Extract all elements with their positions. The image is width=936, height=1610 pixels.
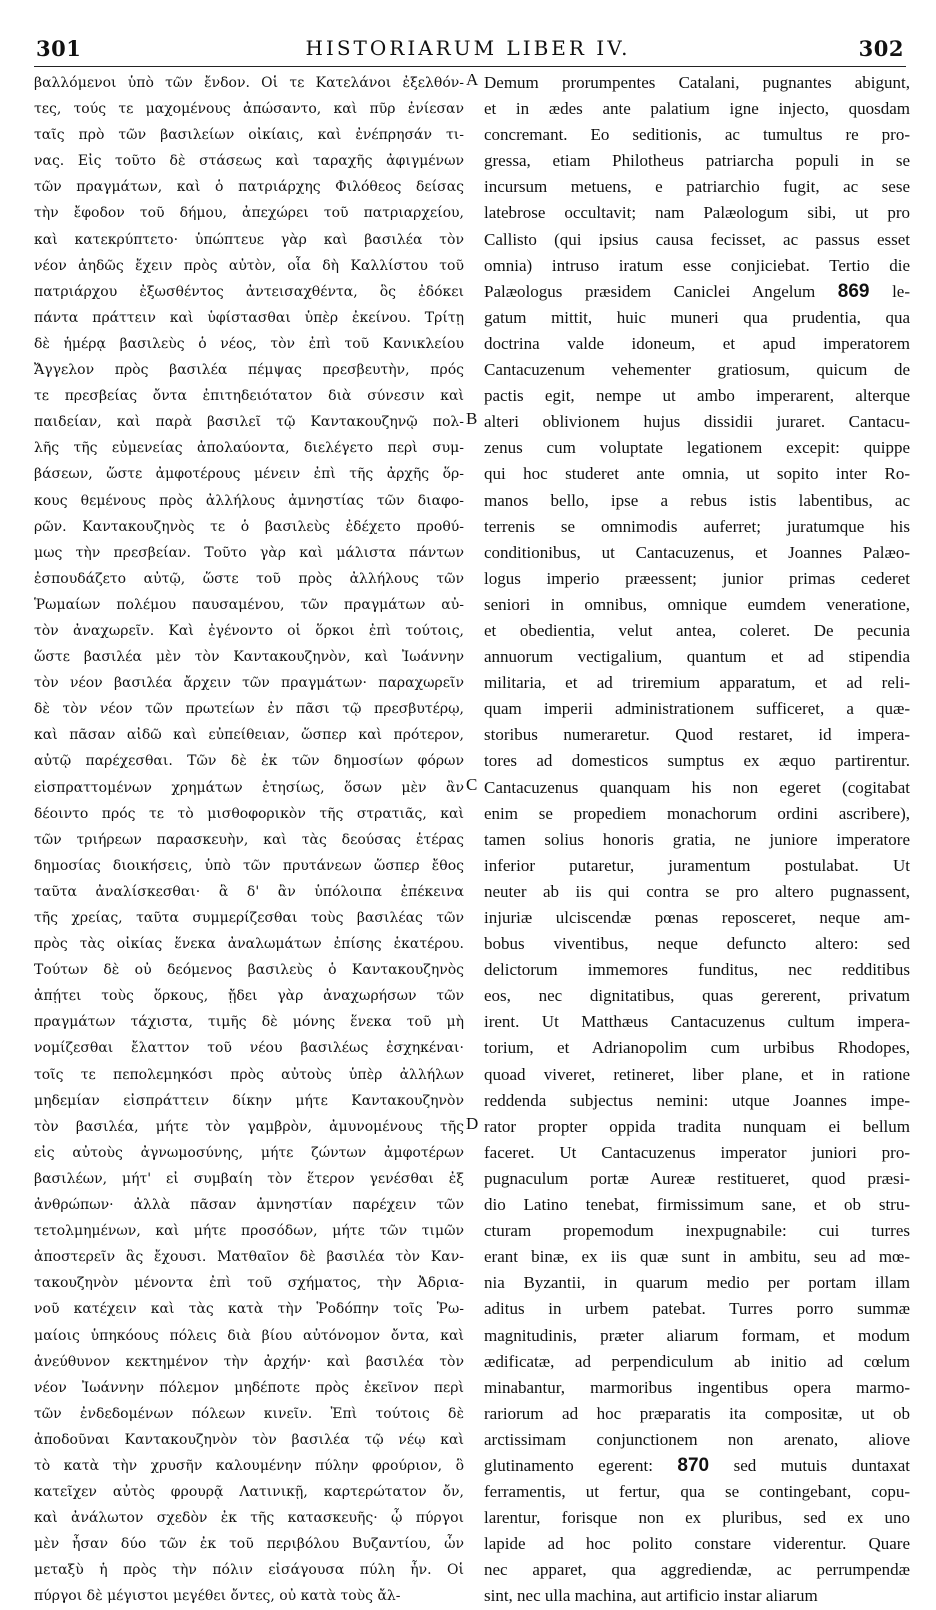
latin-text-line: rator propter oppida tradita nunquam ei bellum: [484, 1116, 910, 1136]
running-header: [30, 36, 906, 66]
greek-text-line: τὸν βασιλέα, μήτε τὸν γαμβρὸν, ἀμυνομένους τῆς: [34, 1118, 464, 1135]
latin-text-line: Palæologus præsidem Caniclei Angelum 869 le-: [484, 280, 910, 302]
greek-text-line: δὲ ἡμέρᾳ βασιλεὺς ὁ νέος, τὸν ἐπὶ τοῦ Κανικλείου: [34, 335, 464, 352]
greek-text-line: τῶν τριήρεων παρασκευὴν, καὶ τὰς δεούσας ἑτέρας: [34, 831, 464, 848]
latin-text-line: alteri oblivionem hujus dissidii juraret. Cantacu-: [484, 412, 910, 432]
latin-text-line: Cantacuzenum vehementer gratiosum, quicum de: [484, 360, 910, 380]
header-rule: [34, 66, 906, 67]
greek-text-line: μως τὴν πρεσβείαν. Τοῦτο γὰρ καὶ μάλιστα πάντων: [34, 544, 464, 561]
greek-text-line: βάσεων, ὥστε ἀμφοτέρους μένειν ἐπὶ τῆς ἀρχῆς ὅρ-: [34, 466, 464, 483]
greek-text-line: δὲ τὸν νέον τῶν πρωτείων ἐν πᾶσι τῷ πρεσβυτέρῳ,: [34, 701, 464, 718]
page-number-right: 302: [858, 36, 904, 61]
latin-text-line: Demum prorumpentes Catalani, pugnantes abigunt,: [484, 73, 910, 92]
latin-text-line: bobus viventibus, neque defuncto altero: sed: [484, 934, 910, 954]
greek-text-line: καὶ πᾶσαν αἰδῶ καὶ εὐπείθειαν, ὥσπερ καὶ πρότερον,: [34, 727, 464, 744]
latin-text-line: nec apparet, qua aggrediendæ, ac perrumpendæ: [484, 1560, 910, 1580]
folio-reference: 870: [677, 1454, 710, 1476]
greek-text-line: Ῥωμαίων πολέμου παυσαμένου, τῶν πραγμάτων αὐ-: [34, 596, 464, 613]
latin-text-line: rariorum ad hoc præparatis ita compositæ, ut ob: [484, 1403, 910, 1423]
latin-text-line: latebrose occultavit; nam Palæologum sibi, ut pro: [484, 203, 910, 223]
greek-text-line: Τούτων δὲ οὐ δεόμενος βασιλεὺς ὁ Καντακουζηνὸς: [34, 962, 464, 979]
latin-text-line: militaria, et ad triremium apparatum, et ad reli-: [484, 673, 910, 693]
greek-text-line: πατριάρχου ἐξωσθέντος ἀντεισαχθέντα, ὃς ἐδόκει: [34, 283, 464, 300]
greek-text-line: βαλλόμενοι ὑπὸ τῶν ἔνδον. Οἱ τε Κατελάνοι ἐξελθόν-: [34, 75, 464, 91]
latin-text-line: incursum metuens, e patriarchio fugit, ac sese: [484, 177, 910, 197]
latin-text-line: faceret. Ut Cantacuzenus imperator juniori pro-: [484, 1142, 910, 1162]
greek-text-line: εἰς αὐτοὺς ἀγνωμοσύνης, μήτε ζώντων ἀμφοτέρων: [34, 1144, 464, 1161]
latin-text-line: neuter ab iis qui contra se pro altero pugnassent,: [484, 881, 910, 901]
greek-text-line: ταῖς πρὸ τῶν βασιλείων οἰκίαις, καὶ ἐνέπρησάν τι-: [34, 127, 464, 144]
greek-text-line: μαίοις ὑπηκόους πόλεις διὰ βίου αὐτόνομον ὄντα, καὶ: [34, 1327, 464, 1344]
greek-text-line: ἀποστερεῖν ἃς ἔχουσι. Ματθαῖον δὲ βασιλέα τὸν Καν-: [34, 1249, 464, 1266]
greek-text-line: δημοσίας διοικήσεις, ὑπὸ τῶν πρυτάνεων ὥσπερ ἔθος: [34, 857, 464, 874]
greek-text-line: ἀνθρώπων· ἀλλὰ πᾶσαν ἀμνηστίαν παρέχειν τῶν: [34, 1197, 464, 1214]
latin-text-line: et obedientia, velut antea, coleret. De pecunia: [484, 620, 910, 640]
margin-letter-b: B: [466, 409, 478, 428]
latin-text-line: zenus cum voluptate legationem excepit: quippe: [484, 438, 910, 458]
folio-reference: 869: [837, 280, 870, 302]
latin-text-line: lapide ad hoc polito constare viderentur. Quare: [484, 1534, 910, 1554]
greek-text-line: λῆς τῆς εὐμενείας ἀπολαύοντα, διελέγετο περὶ συμ-: [34, 440, 464, 457]
latin-text-line: manos bello, ipse a rebus istis labentibus, ac: [484, 490, 910, 510]
greek-text-line: καὶ ἀνάλωτον σχεδὸν ἐκ τῆς κατασκευῆς· ᾧ πύργοι: [34, 1510, 464, 1527]
greek-text-line: εἰσπραττομένων χρημάτων ἐτησίως, ὅσων μὲν ἂν: [34, 779, 464, 796]
greek-text-line: ἀνεύθυνον κεκτημένον τὴν ἀρχήν· καὶ βασιλέα τὸν: [34, 1353, 464, 1370]
latin-text-line: et in ædes ante palatium igne injecto, quosdam: [484, 99, 910, 119]
greek-text-column: [34, 70, 464, 1610]
greek-text-line: τῆς χρείας, ταῦτα συμμερίζεσθαι τοὺς βασιλέας τῶν: [34, 910, 464, 926]
greek-text-line: μηδεμίαν εἰσπράττειν δίκην μήτε Καντακουζηνὸν: [34, 1092, 464, 1109]
latin-text-line: omnia) intruso iratum esse conjiciebat. Tertio die: [484, 255, 910, 275]
running-title: HISTORIARUM LIBER IV.: [305, 36, 631, 60]
margin-letter-c: C: [466, 775, 478, 794]
greek-text-line: μὲν ἦσαν δύο τῶν ἐκ τοῦ περιβόλου Βυζαντίου, ὧν: [34, 1536, 464, 1553]
greek-text-line: τοῖς τε πεπολεμηκόσι πρὸς αὐτοὺς ὑπὲρ ἀλλήλων: [34, 1066, 464, 1083]
greek-text-line: κους θεμένους πρὸς ἀλλήλους ἀμνηστίας τῶν διαφο-: [34, 492, 464, 509]
latin-text-line: magnitudinis, præter aliarum formam, et modum: [484, 1325, 910, 1345]
latin-text-line: seniori in omnibus, omnique eumdem veneratione,: [484, 594, 910, 614]
margin-letter-d: D: [466, 1114, 479, 1133]
latin-text-line: irent. Ut Matthæus Cantacuzenus cultum impera-: [484, 1012, 910, 1032]
page-number-left: 301: [36, 36, 82, 61]
latin-text-line: conditionibus, ut Cantacuzenus, et Joannes Palæo-: [484, 542, 910, 562]
greek-text-line: τὸν νέον βασιλέα ἄρχειν τῶν πραγμάτων· παραχωρεῖν: [34, 675, 464, 692]
greek-text-line: ἐσπουδάζετο αὐτῷ, ὥστε τοῦ πρὸς ἀλλήλους τῶν: [34, 570, 464, 587]
greek-text-line: καὶ κατεκρύπτετο· ὑπώπτευε γὰρ καὶ βασιλέα τὸν: [34, 231, 464, 248]
latin-text-line: enim se propediem monachorum ordini ascribere),: [484, 803, 910, 823]
latin-text-line: sint, nec ulla machina, aut artificio instar aliarum: [484, 1586, 818, 1606]
latin-text-line: tores ad domesticos sumptus ex æquo partirentur.: [484, 751, 910, 771]
latin-text-line: doctrina valde idoneum, et apud imperatorem: [484, 333, 910, 353]
greek-text-line: τες, τούς τε μαχομένους ἀπώσαντο, καὶ πῦρ ἐνίεσαν: [34, 101, 464, 118]
latin-text-line: nia Byzantii, in quarum medio per portam illam: [484, 1273, 910, 1293]
latin-text-line: aditus in urbem patebat. Turres porro summæ: [484, 1299, 910, 1319]
latin-text-line: inferior putaretur, juramentum postulabat. Ut: [484, 855, 910, 875]
latin-text-line: cturam propemodum inexpugnabile: cui turres: [484, 1221, 910, 1241]
latin-text-line: logus imperio præessent; junior primas cederet: [484, 568, 910, 588]
greek-text-line: ταῦτα ἀναλίσκεσθαι· ἃ δ' ἂν ὑπόλοιπα ἐπέκεινα: [34, 883, 464, 900]
latin-text-line: terrenis se omnimodis auferret; juratumque his: [484, 516, 910, 536]
greek-text-line: τὸ κατὰ τὴν χρυσῆν καλουμένην πύλην φρούριον, ὃ: [34, 1457, 464, 1474]
latin-text-line: gressa, etiam Philotheus patriarcha populi in se: [484, 151, 910, 171]
greek-text-line: νέον ἀηδῶς ἔχειν πρὸς αὐτὸν, οἷα δὴ Καλλίστου τοῦ: [34, 257, 464, 274]
latin-text-line: qui hoc studeret ante omnia, ut sopito inter Ro-: [484, 464, 910, 484]
greek-text-line: πύργοι δὲ μέγιστοι μεγέθει ὄντες, οὐ κατὰ τοὺς ἄλ-: [34, 1588, 401, 1605]
margin-letter-a: A: [466, 70, 479, 89]
greek-text-line: πάντα πράττειν καὶ ὑφίστασθαι ὑπὲρ ἐκείνου. Τρίτῃ: [34, 309, 464, 326]
latin-text-line: quoad viveret, retineret, liber plane, et in ratione: [484, 1064, 910, 1084]
greek-text-line: κατεῖχεν αὐτὸς φρουρᾷ Λατινικῇ, καρτερώτατον ὄν,: [34, 1484, 464, 1501]
latin-text-line: annuorum vectigalium, quantum et ad stipendia: [484, 647, 910, 667]
greek-text-line: τὸν ἀναχωρεῖν. Καὶ ἐγένοντο οἱ ὅρκοι ἐπὶ τούτοις,: [34, 622, 464, 639]
latin-text-line: pugnaculum portæ Aureæ restitueret, quod præsi-: [484, 1168, 910, 1188]
greek-text-line: ἀπῄτει τοὺς ὅρκους, ᾔδει γὰρ ἀναχωρήσων τῶν: [34, 988, 464, 1005]
greek-text-line: τῶν ἐνδεδομένων πόλεων κινεῖν. Ἐπὶ τούτοις δὲ: [34, 1405, 464, 1422]
greek-text-line: νοῦ κατέχειν καὶ τὰς κατὰ τὴν Ῥοδόπην τοῖς Ῥω-: [34, 1301, 464, 1318]
latin-text-line: dio Latino tenebat, firmissimum sane, et ob stru-: [484, 1195, 910, 1215]
latin-text-line: glutinamento egerent: 870 sed mutuis duntaxat: [484, 1454, 910, 1476]
latin-text-line: delictorum immemores funditus, nec redditibus: [484, 960, 910, 980]
latin-text-line: minabantur, marmoribus ingentibus opera marmo-: [484, 1377, 910, 1397]
greek-text-line: Ἄγγελον πρὸς βασιλέα πέμψας πρεσβευτὴν, πρός: [34, 362, 464, 379]
latin-text-line: concremant. Eo seditionis, ac tumultus re pro-: [484, 125, 910, 145]
latin-text-line: pactis egit, nempe ut ambo imperarent, alterque: [484, 386, 910, 406]
greek-text-line: τε πρεσβείας ὄντα ἐπιτηδειότατον διὰ σύνεσιν καὶ: [34, 388, 464, 405]
greek-text-line: μεταξὺ ἡ πρὸς τὴν πόλιν εἰσάγουσα πύλη ἦν. Οἱ: [34, 1562, 464, 1579]
latin-text-line: torium, et Adrianopolim cum urbibus Rhodopes,: [484, 1038, 910, 1058]
latin-text-line: injuriæ ulciscendæ pœnas reposceret, neque am-: [484, 908, 910, 927]
greek-text-line: νας. Εἰς τοῦτο δὲ στάσεως καὶ ταραχῆς ἀφιγμένων: [34, 153, 464, 170]
greek-text-line: αὐτῷ παρέχεσθαι. Τῶν δὲ ἐκ τῶν δημοσίων φόρων: [34, 753, 464, 770]
greek-text-line: παιδείαν, καὶ παρὰ βασιλεῖ τῷ Καντακουζηνῷ πολ-: [34, 414, 464, 431]
latin-text-line: quam imperii administrationem sufficeret, a quæ-: [484, 699, 910, 719]
greek-text-line: νομίζεσθαι ἔλαττον τοῦ νέου βασιλέως ἐσχηκέναι·: [34, 1040, 464, 1057]
latin-text-line: reddenda subjectus nemini: utque Joannes impe-: [484, 1090, 910, 1110]
greek-text-line: τὴν ἔφοδον τοῦ δήμου, ἀπεχώρει τοῦ πατριαρχείου,: [34, 205, 464, 222]
greek-text-line: ρῶν. Καντακουζηνὸς τε ὁ βασιλεὺς ἐδέχετο προθύ-: [34, 518, 464, 535]
latin-text-line: tamen solius honoris gratia, ne juniore imperatore: [484, 829, 910, 849]
latin-text-line: eos, nec dignitatibus, quas gererent, privatum: [484, 986, 910, 1006]
greek-text-line: ἀποδοῦναι Καντακουζηνὸν τὸν βασιλέα τῷ νέῳ καὶ: [34, 1431, 464, 1448]
latin-text-line: gatum mittit, huic muneri qua prudentia, qua: [484, 307, 910, 327]
greek-text-line: βασιλέων, μήτ' εἰ συμβαίη τὸν ἕτερον γενέσθαι ἐξ: [34, 1170, 464, 1187]
greek-text-line: ὥστε βασιλέα μὲν τὸν Καντακουζηνὸν, καὶ Ἰωάννην: [34, 649, 464, 666]
latin-text-line: larentur, forisque non ex pluribus, sed ex uno: [484, 1508, 910, 1528]
greek-text-line: τακουζηνὸν μένοντα ἐπὶ τοῦ σχήματος, τὴν Ἀδρια-: [34, 1275, 464, 1292]
greek-text-line: τῶν πραγμάτων, καὶ ὁ πατριάρχης Φιλόθεος δείσας: [34, 179, 464, 196]
greek-text-line: νέον Ἰωάννην πόλεμον μηδέποτε πρὸς ἐκεῖνον περὶ: [34, 1379, 464, 1396]
greek-text-line: πραγμάτων τάχιστα, τιμῆς δὲ μόνης ἕνεκα τοῦ μὴ: [34, 1014, 464, 1031]
latin-text-line: ferramentis, ut fertur, qua se contingebant, copu-: [484, 1482, 910, 1502]
latin-text-line: Cantacuzenus quanquam his non egeret (cogitabat: [484, 777, 910, 797]
latin-text-column: [484, 70, 910, 1610]
latin-text-line: storibus numeraretur. Quod restaret, id impera-: [484, 725, 910, 745]
latin-text-line: erant binæ, ex iis quæ sunt in ambitu, seu ad mœ-: [484, 1247, 910, 1267]
latin-text-line: arctissimam conjunctionem non arenato, aliove: [484, 1429, 910, 1449]
latin-text-line: ædificatæ, ad perpendiculum ab initio ad cœlum: [484, 1351, 910, 1371]
greek-text-line: τετολμημένων, καὶ μήτε προσόδων, μήτε τῶν τιμῶν: [34, 1223, 464, 1240]
greek-text-line: δέοιντο πρός τε τὸ μισθοφορικὸν τῆς στρατιᾶς, καὶ: [34, 805, 464, 822]
latin-text-line: Callisto (qui ipsius causa fecisset, ac passus esset: [484, 229, 910, 249]
greek-text-line: πρὸς τὰς οἰκίας ἕνεκα ἀναλωμάτων ἐπίσης ἑκατέρου.: [34, 936, 464, 953]
